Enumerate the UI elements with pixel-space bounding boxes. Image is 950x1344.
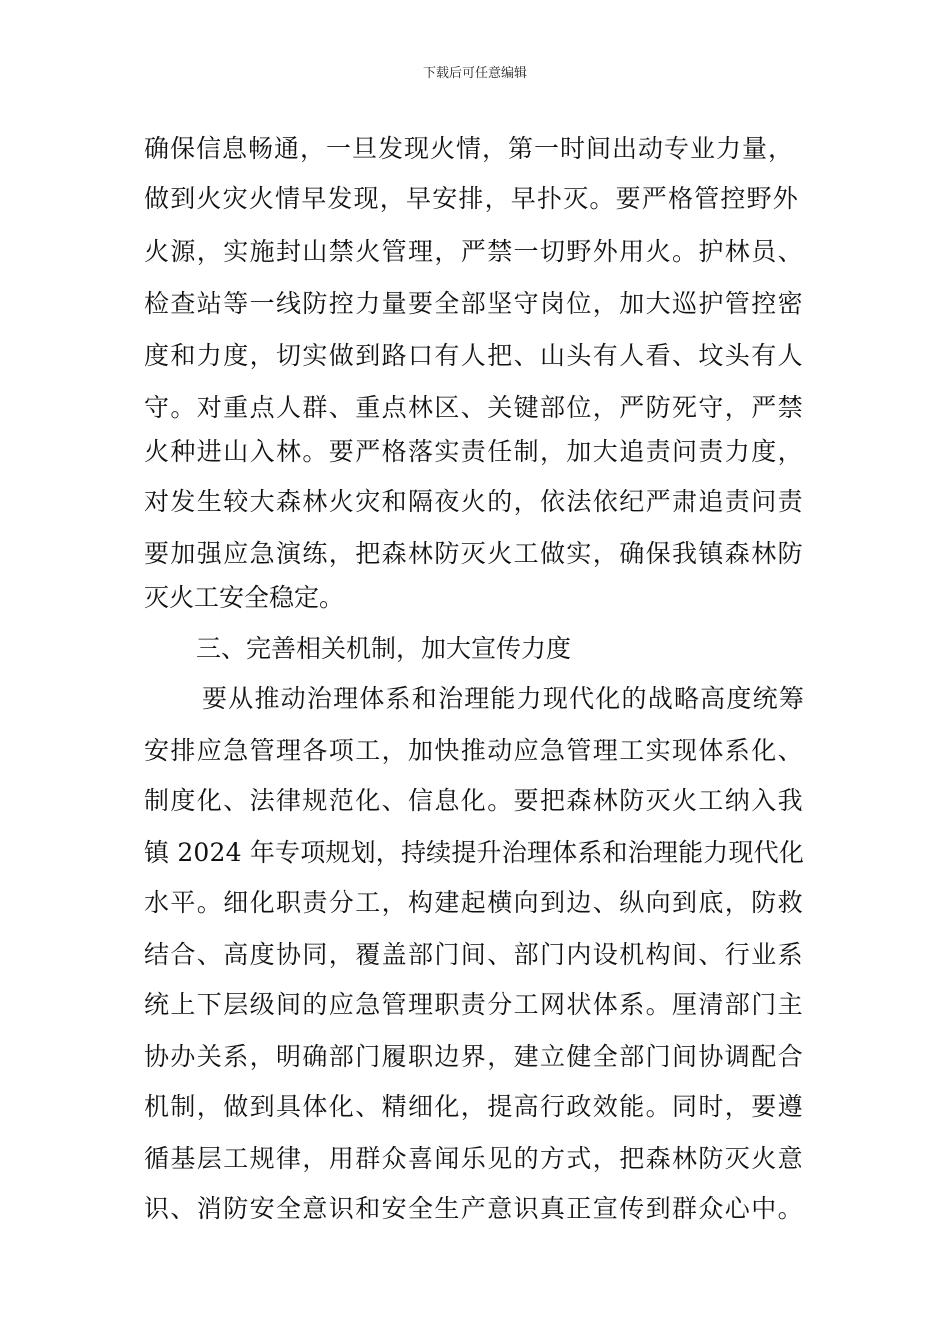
paragraph-line: 火种进山入林。要严格落实责任制，加大追责问责力度， [144,437,805,466]
page-header: 下载后可任意编辑 [422,66,527,81]
paragraph-line: 要从推动治理体系和治理能力现代化的战略高度统筹 [202,684,806,713]
paragraph-line: 水平。细化职责分工，构建起横向到边、纵向到底，防救 [144,888,805,917]
paragraph-line: 守。对重点人群、重点林区、关键部位，严防死守，严禁 [144,393,805,422]
paragraph-line: 协办关系，明确部门履职边界，建立健全部门间协调配合 [144,1042,805,1071]
paragraph-line: 循基层工规律，用群众喜闻乐见的方式，把森林防灭火意 [144,1144,805,1173]
paragraph-line: 对发生较大森林火灾和隔夜火的，依法依纪严肃追责问责 [144,487,805,516]
paragraph-line: 制度化、法律规范化、信息化。要把森林防灭火工纳入我 [144,786,805,815]
paragraph-line: 机制，做到具体化、精细化，提高行政效能。同时，要遵 [144,1092,805,1121]
paragraph-line: 镇 2024 年专项规划，持续提升治理体系和治理能力现代化 [144,838,805,867]
section-heading: 三、完善相关机制，加大宣传力度 [196,634,572,663]
paragraph-line: 要加强应急演练，把森林防灭火工做实，确保我镇森林防 [144,539,805,568]
paragraph-line: 识、消防安全意识和安全生产意识真正宣传到群众心中。 [144,1194,805,1223]
paragraph-line: 火源，实施封山禁火管理，严禁一切野外用火。护林员、 [144,237,805,266]
paragraph-line: 度和力度，切实做到路口有人把、山头有人看、坟头有人 [144,341,805,370]
paragraph-line: 检查站等一线防控力量要全部坚守岗位，加大巡护管控密 [144,289,805,318]
paragraph-line: 统上下层级间的应急管理职责分工网状体系。厘清部门主 [144,990,805,1019]
paragraph-line: 结合、高度协同，覆盖部门间、部门内设机构间、行业系 [144,940,805,969]
paragraph-line: 安排应急管理各项工，加快推动应急管理工实现体系化、 [144,736,805,765]
paragraph-line: 确保信息畅通，一旦发现火情，第一时间出动专业力量， [144,134,795,163]
paragraph-line: 灭火工安全稳定。 [144,583,345,612]
paragraph-line: 做到火灾火情早发现，早安排，早扑灭。要严格管控野外 [144,184,800,213]
